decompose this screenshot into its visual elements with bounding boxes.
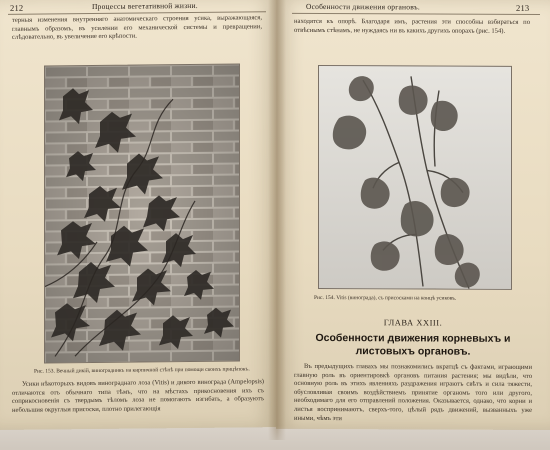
left-bottom-paragraph: Усики нѣкоторыхъ видовъ винограднаго лоза (Vitis) и дикого винограда (Ampelopsis) отличаются отъ обычнаго типа тѣмъ, что на мѣстахъ прикосновения ихъ съ соприкосновенiя съ твердымъ тѣломъ лоза не помогаютъ изгибать, а образуютъ небольшия округлыя присоски, плотно прилегающiя: [12, 378, 264, 414]
book-edge-shadow: [0, 426, 550, 450]
chapter-heading: ГЛАВА XXIII.: [383, 317, 443, 328]
right-running-head: Особенности движения органовъ.: [306, 1, 420, 12]
figure-154-vitis-plant: [318, 65, 512, 290]
section-title: Особенности движения корневыхъ и листовыхъ органовъ.: [315, 331, 511, 358]
left-page: [0, 0, 276, 430]
left-top-paragraph: терныя изменения внутренняго анатомическаго строения усика, выражающаяся, главнымъ образомъ, въ усилении его механической системы и превращении, слѣдовательно, въ увеличение его крѣпости.: [12, 14, 262, 42]
figure-154-caption: Рис. 154. Vitis (винограда), съ присосками на концѣ усиковъ.: [314, 294, 457, 302]
right-bottom-paragraph: Въ предыдущихъ главахъ мы познакомились вкратцѣ съ фактами, играющими главную роль въ ориентировкѣ органовъ питания растения; мы видѣли, что основную роль въ этихъ явленияхъ раздражения играютъ свѣтъ и сила тяжести, обусловливая своимъ воздѣйствиемъ принятие органомъ того или другого, необходимаго для его отправлений положения. Оказывается, однако, что корни и листья воспринимаютъ, сверхъ-того, цѣлый рядъ движений, вызванныхъ уже иными, чѣмъ эти: [294, 362, 532, 422]
right-page: [276, 0, 550, 430]
right-top-paragraph: находятся къ опорѣ. Благодаря имъ, растения эти способны взбираться по отвѣснымъ стѣнамъ, не нуждаясь ни въ какихъ другихъ опорахъ (рис. 154).: [294, 17, 530, 35]
left-page-number: 212: [10, 2, 24, 13]
ivy-wall-image: [45, 64, 240, 363]
figure-153-ivy-wall: [44, 63, 240, 363]
figure-153-caption: Рис. 153. Вечный дикiй, виноградникъ на кирпичной стѣнѣ при помощи своихъ прицѣпокъ.: [34, 366, 250, 375]
right-header-rule: [292, 13, 540, 15]
right-page-number: 213: [516, 2, 530, 13]
vitis-plant-image: [319, 66, 512, 290]
left-running-head: Процессы вегетативной жизни.: [92, 0, 198, 12]
